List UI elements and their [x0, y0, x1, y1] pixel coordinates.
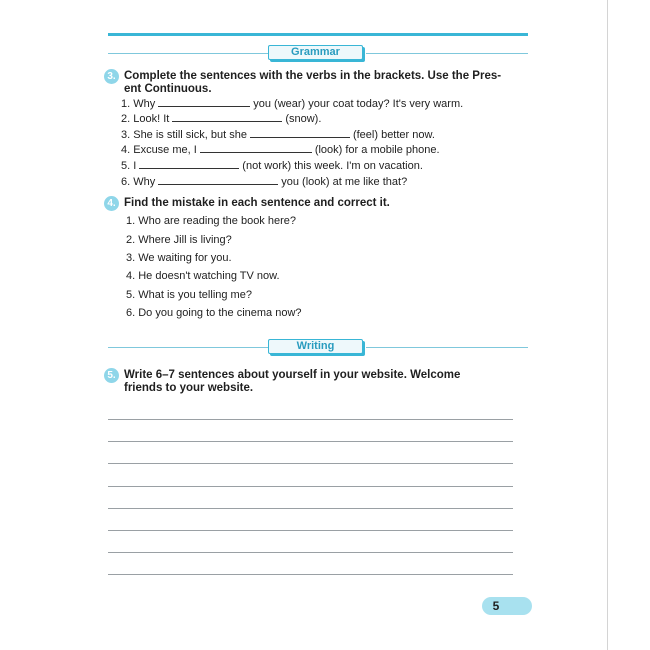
writing-line[interactable] [108, 486, 513, 487]
page-number: 5 [492, 599, 500, 613]
instruction-line: Complete the sentences with the verbs in the brackets. Use the Pres- [124, 70, 502, 82]
exercise-4-item: 3. We waiting for you. [126, 252, 232, 264]
exercise-3-item [121, 174, 407, 189]
exercise-4-item: 6. Do you going to the cinema now? [126, 307, 302, 319]
answer-blank[interactable] [139, 158, 239, 169]
section-label-grammar: Grammar [268, 45, 363, 60]
sentence-start: 6. Why [121, 176, 156, 188]
sentence-end: you (look) at me like that? [281, 176, 408, 188]
writing-line[interactable] [108, 552, 513, 553]
exercise-4-item: 5. What is you telling me? [126, 289, 252, 301]
section-label-writing: Writing [268, 339, 363, 354]
answer-blank[interactable] [200, 142, 312, 153]
exercise-number-badge: 5. [104, 368, 119, 383]
exercise-number-badge: 4. [104, 196, 119, 211]
answer-blank[interactable] [172, 111, 282, 122]
sentence-end: (feel) better now. [352, 129, 435, 141]
exercise-3-item [121, 158, 423, 173]
section-rule-right [366, 347, 528, 348]
exercise-3-item [121, 127, 435, 142]
instruction-line: Write 6–7 sentences about yourself in your website. Welcome [124, 369, 461, 381]
answer-blank[interactable] [158, 174, 278, 185]
exercise-3-heading [104, 70, 514, 95]
section-rule-left [108, 53, 268, 54]
exercise-4-instruction: Find the mistake in each sentence and correct it. [124, 197, 390, 209]
exercise-3-item [121, 142, 440, 157]
page-edge [607, 0, 608, 650]
writing-line[interactable] [108, 441, 513, 442]
instruction-line: ent Continuous. [124, 82, 212, 95]
writing-line[interactable] [108, 508, 513, 509]
section-rule-left [108, 347, 268, 348]
exercise-4-item: 4. He doesn't watching TV now. [126, 270, 280, 282]
exercise-number-badge: 3. [104, 69, 119, 84]
writing-line[interactable] [108, 463, 513, 464]
sentence-end: (look) for a mobile phone. [314, 144, 440, 156]
exercise-4-item: 1. Who are reading the book here? [126, 215, 297, 227]
exercise-3-item [121, 96, 463, 111]
exercise-4-item: 2. Where Jill is living? [126, 234, 232, 246]
writing-line[interactable] [108, 419, 513, 420]
sentence-end: (snow). [285, 113, 322, 125]
exercise-5-heading [104, 369, 514, 394]
answer-blank[interactable] [250, 127, 350, 138]
writing-line[interactable] [108, 530, 513, 531]
instruction-line: friends to your website. [124, 381, 254, 394]
exercise-3-item [121, 111, 321, 126]
sentence-end: you (wear) your coat today? It's very warm. [253, 98, 464, 110]
section-rule-right [366, 53, 528, 54]
top-accent-bar [108, 33, 528, 36]
sentence-start: 4. Excuse me, I [121, 144, 197, 156]
sentence-start: 2. Look! It [121, 113, 170, 125]
sentence-start: 1. Why [121, 98, 156, 110]
sentence-start: 5. I [121, 160, 137, 172]
exercise-4-heading [104, 197, 514, 211]
sentence-end: (not work) this week. I'm on vacation. [242, 160, 423, 172]
sentence-start: 3. She is still sick, but she [121, 129, 247, 141]
answer-blank[interactable] [158, 96, 250, 107]
exercise-3-instruction [124, 70, 501, 95]
writing-line[interactable] [108, 574, 513, 575]
exercise-5-instruction [124, 369, 514, 394]
